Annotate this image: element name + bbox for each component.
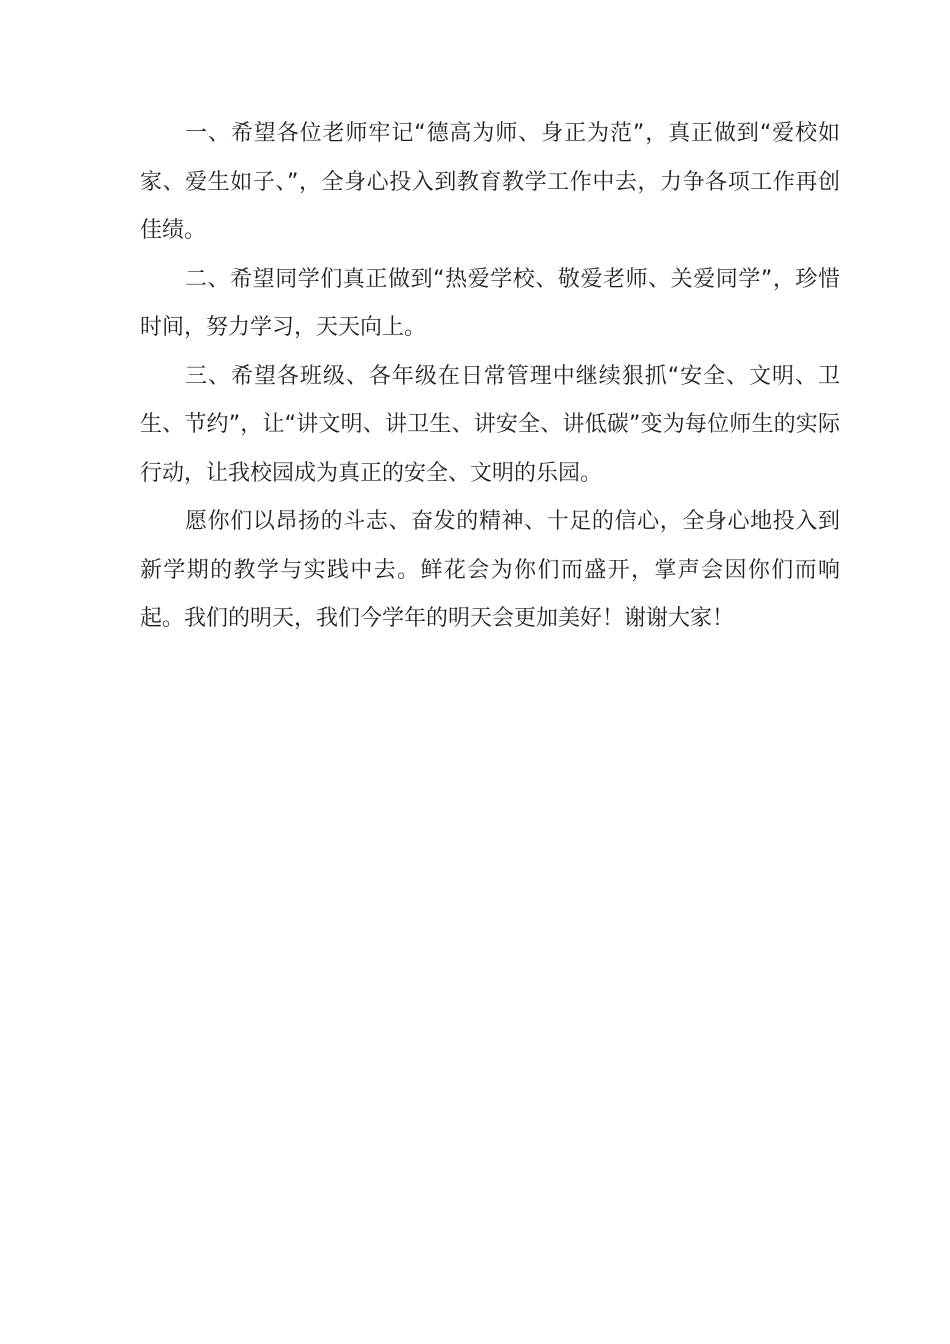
paragraph-classes: 三、希望各班级、各年级在日常管理中继续狠抓“安全、文明、卫生、节约”，让“讲文明、讲卫生、讲安全、讲低碳”变为每位师生的实际行动，让我校园成为真正的安全、文明的乐园。 (140, 363, 840, 486)
paragraph-closing: 愿你们以昂扬的斗志、奋发的精神、十足的信心，全身心地投入到新学期的教学与实践中去。鲜花会为你们而盛开，掌声会因你们而响起。我们的明天，我们今学年的明天会更加美好！谢谢大家！ (140, 509, 840, 631)
paragraph-students: 二、希望同学们真正做到“热爱学校、敬爱老师、关爱同学”，珍惜时间，努力学习，天天向上。 (140, 266, 840, 340)
document-body (140, 110, 840, 644)
paragraph-teachers: 一、希望各位老师牢记“德高为师、身正为范”，真正做到“爱校如家、爱生如子、”，全身心投入到教育教学工作中去，力争各项工作再创佳绩。 (140, 121, 840, 243)
